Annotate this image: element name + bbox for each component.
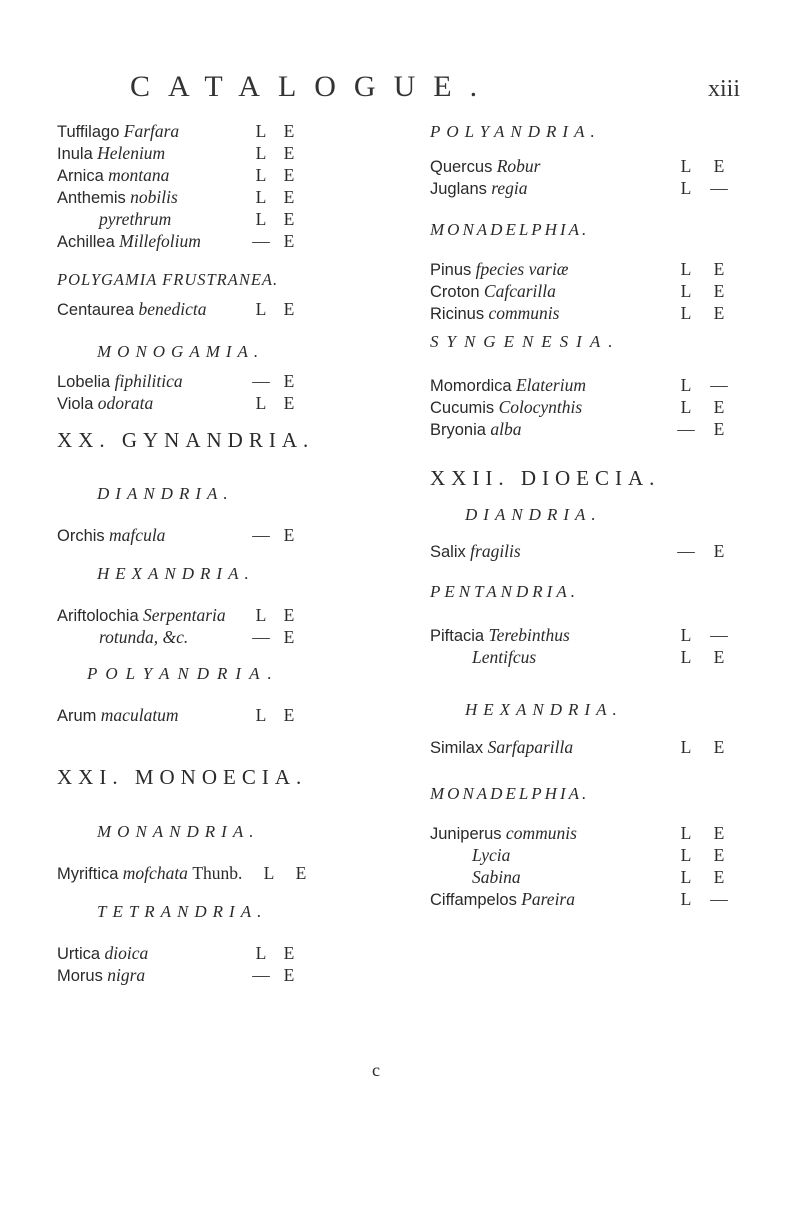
mark-l: L	[680, 737, 692, 757]
plant-name	[57, 298, 206, 321]
species-name: fpecies variæ	[475, 259, 569, 279]
subsection-heading: PENTANDRIA.	[430, 582, 579, 601]
catalogue-list	[57, 942, 377, 986]
catalogue-entry	[430, 888, 750, 910]
subsection-heading: MONADELPHIA.	[430, 220, 590, 239]
catalogue-entry	[430, 258, 750, 280]
page-title: CATALOGUE.	[130, 70, 496, 103]
species-name: regia	[491, 178, 528, 198]
class-heading: XX. GYNANDRIA.	[57, 428, 315, 452]
mark-e: E	[295, 863, 307, 883]
mark-e: E	[283, 231, 295, 251]
catalogue-entry	[57, 862, 377, 884]
species-name: communis	[488, 303, 560, 323]
subsection-heading: POLYANDRIA.	[87, 664, 280, 683]
plant-name	[57, 862, 242, 885]
genus-name: Croton	[430, 283, 480, 301]
mark-e: E	[713, 156, 725, 176]
genus-name: Bryonia	[430, 421, 486, 439]
genus-name: Cucumis	[430, 399, 495, 417]
species-name: Helenium	[97, 143, 166, 163]
genus-name: Ricinus	[430, 305, 485, 323]
species-name: mofchata	[122, 863, 188, 883]
mark-l: L	[680, 259, 692, 279]
mark-l: L	[680, 823, 692, 843]
genus-name: Centaurea	[57, 301, 135, 319]
catalogue-entry	[57, 392, 377, 414]
mark-l: L	[255, 187, 267, 207]
subsection-heading: TETRANDRIA.	[97, 902, 268, 921]
mark-l: L	[680, 178, 692, 198]
species-name: nigra	[107, 965, 146, 985]
genus-name: Similax	[430, 739, 484, 757]
mark-l: L	[255, 209, 267, 229]
mark-e: E	[283, 209, 295, 229]
subsection-heading: POLYANDRIA.	[430, 122, 601, 141]
plant-name	[57, 964, 145, 987]
catalogue-entry	[57, 298, 377, 320]
plant-name	[99, 626, 188, 648]
mark-l: L	[255, 943, 267, 963]
class-heading: XXI. MONOECIA.	[57, 765, 308, 789]
species-name: odorata	[97, 393, 154, 413]
subsection-heading: MONOGAMIA.	[97, 342, 265, 361]
catalogue-entry	[430, 396, 750, 418]
mark-l: —	[677, 541, 695, 561]
subsection-heading: DIANDRIA.	[97, 484, 234, 503]
species-name: montana	[108, 165, 170, 185]
catalogue-list	[57, 704, 377, 726]
mark-e: E	[283, 165, 295, 185]
genus-name: Orchis	[57, 527, 105, 545]
mark-l: L	[255, 393, 267, 413]
plant-name	[430, 396, 582, 419]
genus-name: Anthemis	[57, 189, 126, 207]
mark-e: —	[710, 178, 728, 198]
mark-l: L	[255, 165, 267, 185]
mark-l: L	[680, 647, 692, 667]
mark-e: E	[713, 541, 725, 561]
plant-name	[430, 177, 528, 200]
catalogue-list	[430, 624, 750, 668]
catalogue-entry	[57, 120, 377, 142]
plant-name	[430, 624, 570, 647]
catalogue-entry	[57, 164, 377, 186]
plant-name	[430, 736, 573, 759]
mark-e: E	[283, 299, 295, 319]
plant-name	[57, 942, 148, 965]
species-name: mafcula	[109, 525, 166, 545]
catalogue-list	[57, 524, 377, 546]
mark-l: —	[677, 419, 695, 439]
mark-e: E	[713, 867, 725, 887]
mark-e: —	[710, 375, 728, 395]
catalogue-entry	[57, 230, 377, 252]
catalogue-entry	[430, 646, 750, 668]
mark-l: L	[680, 281, 692, 301]
plant-name	[57, 370, 183, 393]
mark-e: E	[283, 143, 295, 163]
mark-l: L	[680, 867, 692, 887]
catalogue-entry	[430, 540, 750, 562]
genus-name: Salix	[430, 543, 466, 561]
mark-l: —	[252, 231, 270, 251]
mark-l: L	[680, 889, 692, 909]
species-name: Sarfaparilla	[487, 737, 574, 757]
mark-e: E	[283, 627, 295, 647]
catalogue-entry	[57, 208, 377, 230]
genus-name: Arnica	[57, 167, 104, 185]
genus-name: Quercus	[430, 158, 493, 176]
catalogue-entry	[57, 604, 377, 626]
species-name: Pareira	[521, 889, 575, 909]
species-name: maculatum	[100, 705, 179, 725]
mark-l: L	[680, 156, 692, 176]
subsection-heading: HEXANDRIA.	[465, 700, 623, 719]
plant-name	[430, 258, 568, 281]
plant-name	[472, 866, 521, 888]
mark-e: E	[713, 823, 725, 843]
mark-l: L	[255, 605, 267, 625]
mark-l: L	[680, 375, 692, 395]
catalogue-list	[57, 120, 377, 252]
catalogue-entry	[57, 142, 377, 164]
mark-e: E	[283, 393, 295, 413]
catalogue-list	[430, 822, 750, 910]
mark-l: —	[252, 965, 270, 985]
mark-e: —	[710, 625, 728, 645]
catalogue-entry	[57, 186, 377, 208]
catalogue-list	[57, 298, 377, 320]
plant-name	[430, 280, 556, 303]
signature-mark: c	[372, 1060, 380, 1080]
catalogue-list	[430, 736, 750, 758]
catalogue-entry	[430, 155, 750, 177]
plant-name	[57, 230, 201, 253]
mark-e: E	[713, 397, 725, 417]
species-name: rotunda, &c.	[99, 627, 189, 647]
catalogue-entry	[57, 370, 377, 392]
species-name: Sabina	[472, 867, 521, 887]
genus-name: Tuffilago	[57, 123, 120, 141]
mark-l: L	[255, 121, 267, 141]
catalogue-entry	[430, 866, 750, 888]
genus-name: Achillea	[57, 233, 115, 251]
catalogue-list	[57, 862, 377, 884]
mark-l: L	[263, 863, 275, 883]
page-header	[0, 70, 800, 110]
mark-l: L	[255, 705, 267, 725]
mark-e: E	[283, 525, 295, 545]
genus-name: Viola	[57, 395, 94, 413]
mark-e: E	[713, 647, 725, 667]
catalogue-entry	[430, 844, 750, 866]
mark-e: E	[713, 303, 725, 323]
species-name: Terebinthus	[488, 625, 570, 645]
genus-name: Inula	[57, 145, 93, 163]
species-name: communis	[505, 823, 577, 843]
species-name: pyrethrum	[99, 209, 172, 229]
mark-l: L	[680, 845, 692, 865]
species-name: Millefolium	[119, 231, 201, 251]
catalogue-entry	[430, 418, 750, 440]
mark-e: E	[713, 737, 725, 757]
catalogue-entry	[430, 280, 750, 302]
species-name: alba	[490, 419, 522, 439]
plant-name	[430, 540, 521, 563]
plant-name	[430, 374, 586, 397]
class-heading: XXII. DIOECIA.	[430, 466, 661, 490]
mark-e: E	[713, 259, 725, 279]
plant-name	[430, 822, 577, 845]
catalogue-entry	[430, 624, 750, 646]
species-name: fiphilitica	[114, 371, 183, 391]
catalogue-list	[430, 374, 750, 440]
genus-name: Myriftica	[57, 865, 119, 883]
catalogue-list	[430, 155, 750, 199]
species-name: Colocynthis	[498, 397, 583, 417]
mark-e: E	[283, 605, 295, 625]
plant-name	[57, 186, 178, 209]
genus-name: Juniperus	[430, 825, 502, 843]
plant-name	[57, 392, 153, 415]
subsection-heading: MONANDRIA.	[97, 822, 260, 841]
page-number: xiii	[707, 76, 740, 102]
mark-l: L	[680, 397, 692, 417]
genus-name: Ariftolochia	[57, 607, 139, 625]
genus-name: Momordica	[430, 377, 512, 395]
catalogue-entry	[430, 177, 750, 199]
species-name: Robur	[496, 156, 541, 176]
genus-name: Urtica	[57, 945, 101, 963]
plant-name	[57, 704, 179, 727]
catalogue-entry	[430, 736, 750, 758]
genus-name: Morus	[57, 967, 103, 985]
genus-name: Juglans	[430, 180, 487, 198]
genus-name: Ciffampelos	[430, 891, 517, 909]
mark-e: E	[713, 845, 725, 865]
mark-e: E	[283, 965, 295, 985]
catalogue-list	[57, 604, 377, 648]
plant-name	[99, 208, 171, 230]
mark-e: E	[283, 371, 295, 391]
catalogue-list	[57, 370, 377, 414]
mark-e: E	[283, 187, 295, 207]
species-name: Lentifcus	[472, 647, 537, 667]
subsection-heading: MONADELPHIA.	[430, 784, 590, 803]
species-name: Cafcarilla	[483, 281, 556, 301]
genus-name: Piftacia	[430, 627, 485, 645]
catalogue-entry	[430, 302, 750, 324]
plant-name	[57, 120, 179, 143]
catalogue-entry	[57, 524, 377, 546]
catalogue-entry	[430, 374, 750, 396]
mark-l: L	[255, 299, 267, 319]
plant-name	[57, 604, 226, 627]
species-name: fragilis	[470, 541, 521, 561]
subsection-heading: SYNGENESIA.	[430, 332, 621, 351]
plant-name	[57, 164, 169, 187]
species-name: Serpentaria	[143, 605, 226, 625]
catalogue-entry	[57, 626, 377, 648]
plant-name	[430, 418, 521, 441]
genus-name: Pinus	[430, 261, 472, 279]
author-name: Thunb.	[192, 863, 243, 883]
mark-e: E	[283, 121, 295, 141]
genus-name: Lobelia	[57, 373, 111, 391]
genus-name: Arum	[57, 707, 97, 725]
plant-name	[57, 142, 165, 165]
subsection-heading: DIANDRIA.	[465, 505, 602, 524]
plant-name	[430, 155, 540, 178]
catalogue-entry	[430, 822, 750, 844]
plant-name	[430, 888, 575, 911]
catalogue-entry	[57, 964, 377, 986]
mark-e: E	[283, 705, 295, 725]
species-name: nobilis	[130, 187, 178, 207]
mark-l: —	[252, 627, 270, 647]
species-name: Lycia	[472, 845, 511, 865]
catalogue-list	[430, 258, 750, 324]
mark-e: —	[710, 889, 728, 909]
mark-e: E	[283, 943, 295, 963]
subsection-heading: HEXANDRIA.	[97, 564, 255, 583]
mark-l: —	[252, 525, 270, 545]
mark-e: E	[713, 281, 725, 301]
catalogue-entry	[57, 704, 377, 726]
plant-name	[472, 844, 510, 866]
mark-l: —	[252, 371, 270, 391]
species-name: benedicta	[138, 299, 207, 319]
catalogue-entry	[57, 942, 377, 964]
species-name: dioica	[104, 943, 149, 963]
plant-name	[430, 302, 559, 325]
subsection-heading: POLYGAMIA FRUSTRANEA.	[57, 270, 279, 289]
catalogue-list	[430, 540, 750, 562]
mark-l: L	[680, 303, 692, 323]
mark-l: L	[255, 143, 267, 163]
species-name: Elaterium	[515, 375, 586, 395]
species-name: Farfara	[123, 121, 180, 141]
mark-l: L	[680, 625, 692, 645]
mark-e: E	[713, 419, 725, 439]
plant-name	[57, 524, 165, 547]
plant-name	[472, 646, 536, 668]
